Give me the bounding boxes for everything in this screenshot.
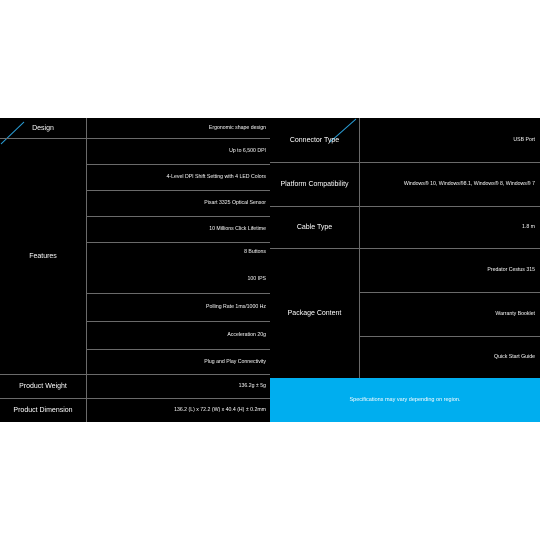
product-weight-label: Product Weight xyxy=(19,382,67,390)
features-label: Features xyxy=(29,252,57,260)
row-divider xyxy=(87,190,270,191)
feature-item: 8 Buttons xyxy=(244,249,266,255)
product-dimension-value: 136.2 (L) x 72.2 (W) x 40.4 (H) ± 0.2mm xyxy=(174,407,266,413)
product-dimension-label: Product Dimension xyxy=(13,406,73,414)
connector-type-label: Connector Type xyxy=(289,136,340,144)
row-divider xyxy=(270,162,540,163)
row-divider xyxy=(0,138,270,139)
feature-item: Pixart 3325 Optical Sensor xyxy=(204,200,266,206)
row-divider xyxy=(360,336,540,337)
cable-type-value: 1.8 m xyxy=(522,224,535,230)
design-label: Design xyxy=(32,124,54,132)
row-divider xyxy=(87,321,270,322)
row-divider xyxy=(87,216,270,217)
feature-item: Plug and Play Connectivity xyxy=(204,358,266,365)
row-divider xyxy=(0,374,270,375)
row-divider xyxy=(87,293,270,294)
platform-compatibility-label: Platform Compatibility xyxy=(280,180,349,188)
package-item: Warranty Booklet xyxy=(495,311,535,317)
product-weight-value: 136.2g ± 5g xyxy=(238,383,266,389)
feature-item: Acceleration 20g xyxy=(227,332,266,338)
cable-type-label: Cable Type xyxy=(296,223,333,231)
feature-item: 4-Level DPI Shift Setting with 4 LED Colors xyxy=(166,174,266,180)
spec-table-right xyxy=(270,118,540,422)
row-divider xyxy=(270,206,540,207)
feature-item: Up to 6,500 DPI xyxy=(229,148,266,154)
row-divider xyxy=(360,292,540,293)
feature-item: Polling Rate 1ms/1000 Hz xyxy=(206,304,266,310)
package-content-label: Package Content xyxy=(287,309,342,317)
package-item: Quick Start Guide xyxy=(494,354,535,360)
design-value: Ergonomic shape design xyxy=(208,125,266,131)
package-item: Predator Cestus 315 xyxy=(487,267,535,273)
region-note-banner xyxy=(270,378,540,422)
row-divider xyxy=(0,398,270,399)
spec-table-left xyxy=(0,118,270,422)
feature-item: 10 Millions Click Lifetime xyxy=(209,226,266,232)
row-divider xyxy=(87,242,270,243)
platform-compatibility-value: Windows® 10, Windows®8.1, Windows® 8, Windows® 7 xyxy=(403,181,535,187)
region-note-text: Specifications may vary depending on region. xyxy=(349,397,461,403)
row-divider xyxy=(87,164,270,165)
connector-type-value: USB Port xyxy=(513,137,535,143)
feature-item: 100 IPS xyxy=(247,276,266,282)
row-divider xyxy=(87,349,270,350)
row-divider xyxy=(270,248,540,249)
